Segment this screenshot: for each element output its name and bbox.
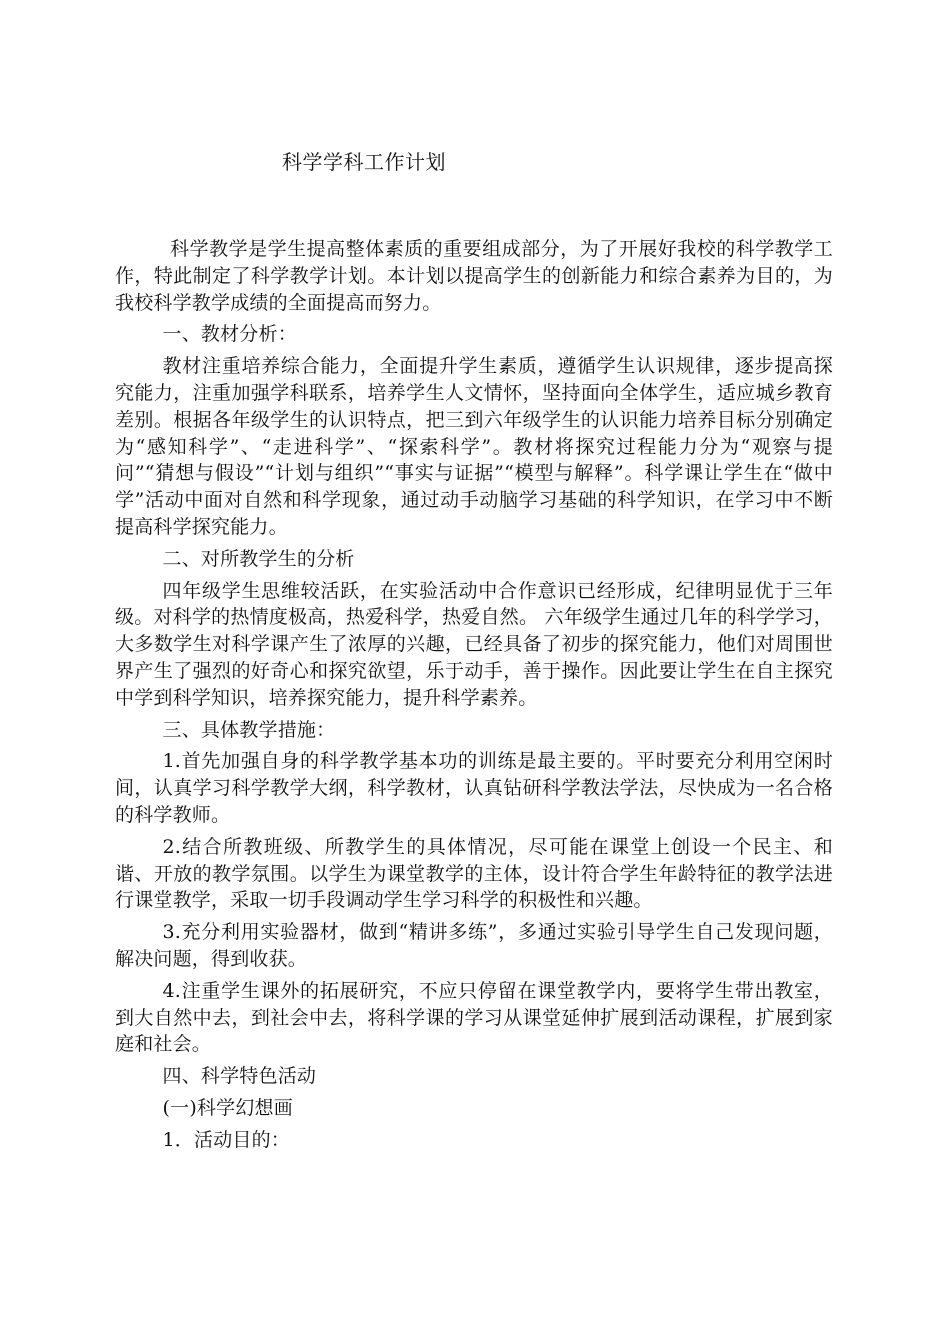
measure-paragraph-1: 1.首先加强自身的科学教学基本功的训练是最主要的。平时要充分利用空闲时间，认真学习科学教学大纲，科学教材，认真钻研科学教法学法，尽快成为一名合格的科学教师。 — [115, 750, 833, 826]
measure-paragraph-2: 2.结合所教班级、所教学生的具体情况，尽可能在课堂上创设一个民主、和谐、开放的教学氛围。以学生为课堂教学的主体，设计符合学生年龄特征的教学法进行课堂教学，采取一切手段调动学生学习科学的积极性和兴趣。 — [115, 835, 833, 912]
section-heading-teaching-measures: 三、具体教学措施： — [162, 718, 336, 741]
measure-paragraph-4: 4.注重学生课外的拓展研究，不应只停留在课堂教学内，要将学生带出教室，到大自然中去，到社会中去，将科学课的学习从课堂延伸扩展到活动课程，扩展到家庭和社会。 — [115, 979, 833, 1056]
section-heading-science-activities: 四、科学特色活动 — [162, 1065, 317, 1088]
section-heading-student-analysis: 二、对所教学生的分析 — [162, 547, 355, 570]
student-analysis-paragraph: 四年级学生思维较活跃，在实验活动中合作意识已经形成，纪律明显优于三年级。对科学的热情度极高，热爱科学，热爱自然。 六年级学生通过几年的科学学习，大多数学生对科学课产生了浓厚的兴趣，已经具备了初步的探究能力，他们对周围世界产生了强烈的好奇心和探究欲望，乐于动手，善于操作。因此要让学生在自主探究中学到科学知识，培养探究能力，提升科学素养。 — [115, 579, 833, 709]
document-title: 科学学科工作计划 — [282, 150, 446, 174]
textbook-analysis-paragraph: 教材注重培养综合能力，全面提升学生素质，遵循学生认识规律，逐步提高探究能力，注重加强学科联系，培养学生人文情怀，坚持面向全体学生，适应城乡教育差别。根据各年级学生的认识特点，把三到六年级学生的认识能力培养目标分别确定为“感知科学”、“走进科学”、“探索科学”。教材将探究过程能力分为“观察与提问”“猜想与假设”“计划与组织”“事实与证据”“模型与解释”。科学课让学生在“做中学”活动中面对自然和科学现象，通过动手动脑学习基础的科学知识，在学习中不断提高科学探究能力。 — [115, 355, 833, 538]
item-heading-activity-purpose: 1．活动目的： — [162, 1128, 290, 1151]
intro-paragraph: 科学教学是学生提高整体素质的重要组成部分，为了开展好我校的科学教学工作，特此制定了科学教学计划。本计划以提高学生的创新能力和综合素养为目的，为我校科学教学成绩的全面提高而努力。 — [115, 238, 833, 314]
measure-paragraph-3: 3.充分利用实验器材，做到“精讲多练”，多通过实验引导学生自己发现问题，解决问题，得到收获。 — [115, 921, 833, 970]
subsection-heading-science-fantasy-painting: (一)科学幻想画 — [162, 1096, 293, 1119]
section-heading-textbook-analysis: 一、教材分析： — [162, 323, 297, 346]
document-body — [115, 236, 833, 1154]
